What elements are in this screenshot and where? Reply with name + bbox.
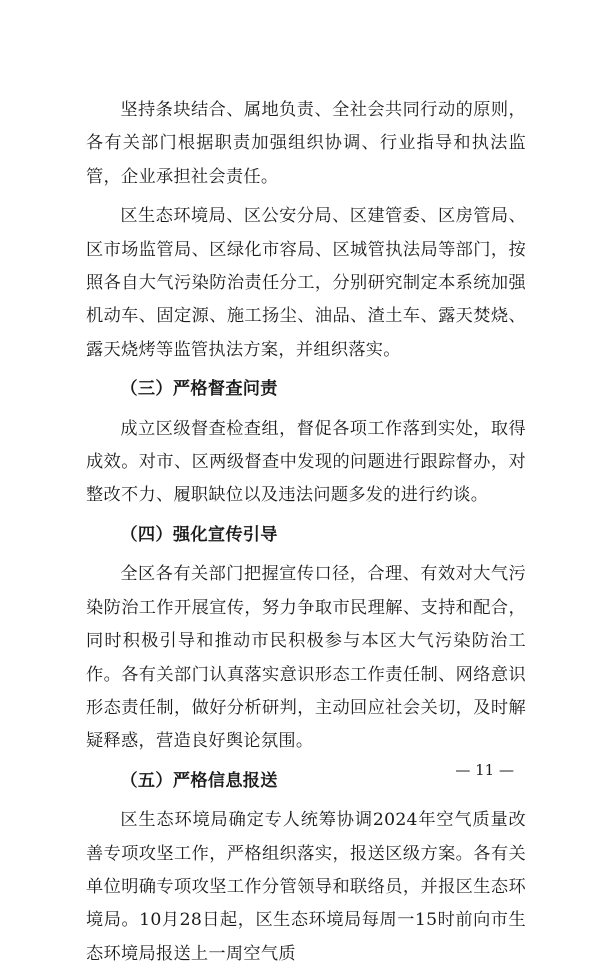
section-heading-reporting: （五）严格信息报送 [120, 770, 278, 791]
page-number: — 11 — [455, 761, 514, 779]
document-body [86, 94, 526, 977]
paragraph-principle: 坚持条块结合、属地负责、全社会共同行动的原则，各有关部门根据职责加强组织协调、行业指导和执法监管，企业承担社会责任。 [86, 100, 526, 187]
section-heading-supervision: （三）严格督查问责 [120, 379, 278, 400]
paragraph-reporting: 区生态环境局确定专人统筹协调2024年空气质量改善专项攻坚工作，严格组织落实，报送区级方案。各有关单位明确专项攻坚工作分管领导和联络员，并报区生态环境局。10月28日起，区生态环境局每周一15时前向市生态环境局报送上一周空气质 [86, 810, 526, 964]
paragraph-department-duties: 区生态环境局、区公安分局、区建管委、区房管局、区市场监管局、区绿化市容局、区城管执法局等部门，按照各自大气污染防治责任分工，分别研究制定本系统加强机动车、固定源、施工扬尘、油品、渣土车、露天焚烧、露天烧烤等监管执法方案，并组织落实。 [86, 206, 526, 360]
paragraph-publicity: 全区各有关部门把握宣传口径，合理、有效对大气污染防治工作开展宣传，努力争取市民理解、支持和配合，同时积极引导和推动市民积极参与本区大气污染防治工作。各有关部门认真落实意识形态工作责任制、网络意识形态责任制，做好分析研判，主动回应社会关切，及时解疑释惑，营造良好舆论氛围。 [86, 564, 526, 752]
section-heading-publicity: （四）强化宣传引导 [120, 524, 278, 545]
paragraph-supervision: 成立区级督查检查组，督促各项工作落到实处，取得成效。对市、区两级督查中发现的问题进行跟踪督办，对整改不力、履职缺位以及违法问题多发的进行约谈。 [86, 418, 526, 506]
